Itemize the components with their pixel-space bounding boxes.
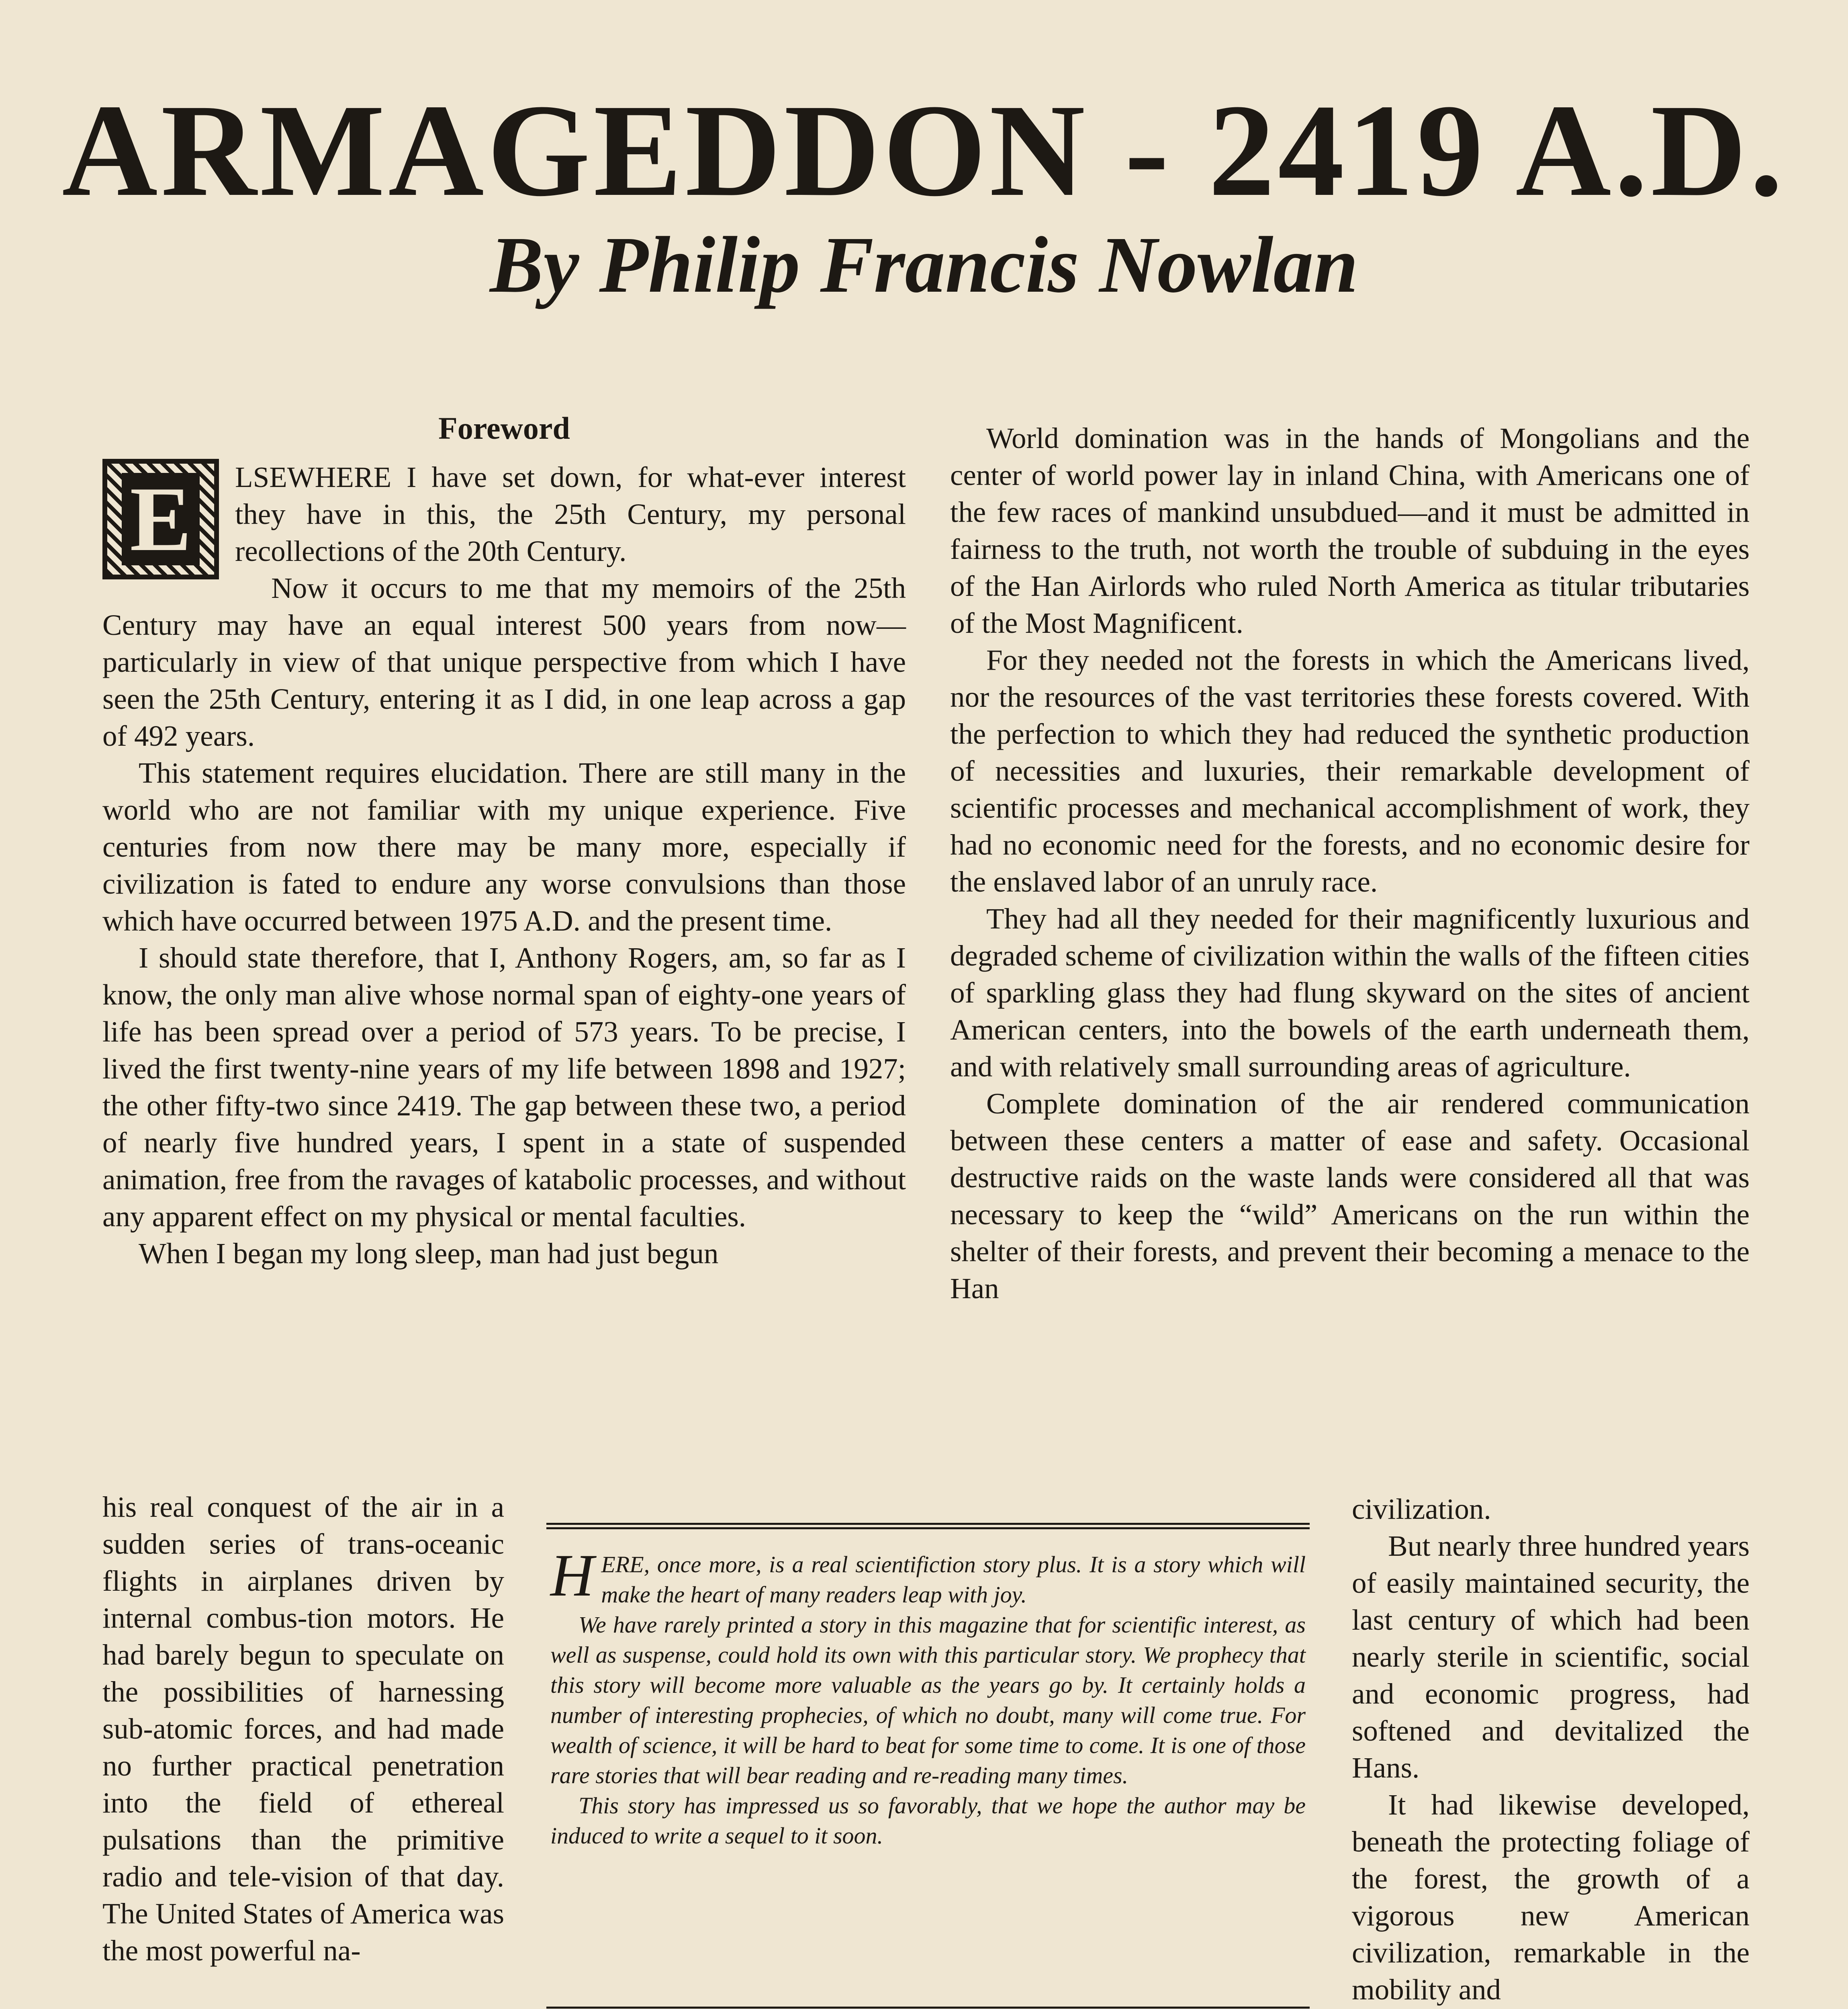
paragraph: civilization.	[1352, 1493, 1491, 1525]
byline: By Philip Francis Nowlan	[490, 221, 1358, 309]
dropcap-ornament	[102, 459, 219, 579]
dropcap-letter: E	[122, 473, 199, 565]
editor-note-paragraph: We have rarely printed a story in this magazine that for scientific interest, as well as suspense, could hold its own with this particular story. We prophecy that this story will become more valuable as the years go by. It certainly holds a number of interesting prophecies, of which no doubt, many will come true. For wealth of science, it will be hard to beat for some time to come. It is one of those rare stories that will bear reading and re-reading many times.	[550, 1612, 1306, 1788]
right-column	[950, 420, 1750, 1307]
paragraph: They had all they needed for their magnificently luxurious and degraded scheme of civilization within the walls of the fifteen cities of sparkling glass they had flung skyward on the sites of ancient American centers, into the bowels of the earth underneath them, and with relatively small surrounding areas of agriculture.	[950, 902, 1750, 1083]
left-column	[102, 410, 906, 1272]
paragraph: I should state therefore, that I, Anthony Rogers, am, so far as I know, the only man alive whose normal span of eighty-one years of life has been spread over a period of 573 years. To be precise, I lived the first twenty-nine years of my life between 1898 and 1927; the other fifty-two since 2419. The gap between these two, a period of nearly five hundred years, I spent in a state of suspended animation, free from the ravages of katabolic processes, and without any apparent effect on my physical or mental faculties.	[102, 941, 906, 1233]
paragraph: World domination was in the hands of Mongolians and the center of world power lay in inland China, with Americans one of the few races of mankind unsubdued—and it must be admitted in fairness to the truth, not worth the trouble of subduing in the eyes of the Han Airlords who ruled North America as titular tributaries of the Most Magnificent.	[950, 422, 1750, 639]
paragraph: But nearly three hundred years of easily maintained security, the last century of which had been nearly sterile in scientific, social and economic progress, had softened and devitalized the Hans.	[1352, 1530, 1750, 1784]
editor-note-box	[546, 1523, 1310, 2009]
paragraph: For they needed not the forests in which the Americans lived, nor the resources of the vast territories these forests covered. With the perfection to which they had reduced the synthetic production of necessities and luxuries, their remarkable development of scientific processes and mechanical accomplishment of work, they had no economic need for the forests, and no economic desire for the enslaved labor of an unruly race.	[950, 644, 1750, 898]
article-title: ARMAGEDDON - 2419 A.D.	[62, 77, 1786, 224]
foreword-heading: Foreword	[438, 411, 570, 446]
paragraph: It had likewise developed, beneath the protecting foliage of the forest, the growth of a vigorous new American civilization, remarkable in the mobility and	[1352, 1788, 1750, 2006]
left-narrow-column	[102, 1489, 504, 1969]
editor-note-initial: H	[550, 1542, 594, 1609]
paragraph: Complete domination of the air rendered communication between these centers a matter of ease and safety. Occasional destructive raids on the waste lands were considered all that was necessary to keep the “wild” Americans on the run within the shelter of their forests, and prevent their becoming a menace to the Han	[950, 1087, 1750, 1305]
paragraph: When I began my long sleep, man had just begun	[139, 1237, 719, 1270]
paragraph: his real conquest of the air in a sudden series of trans-oceanic flights in airplanes driven by internal combus-tion motors. He had barely begun to speculate on the possibilities of harnessing sub-atomic forces, and had made no further practical penetration into the field of ethereal pulsations than the primitive radio and tele-vision of that day. The United States of America was the most powerful na-	[102, 1491, 504, 1967]
paragraph: LSEWHERE I have set down, for what-ever interest they have in this, the 25th Century, my personal recollections of the 20th Century.	[235, 461, 906, 567]
paragraph: This statement requires elucidation. There are still many in the world who are not familiar with my unique experience. Five centuries from now there may be many more, especially if civilization is fated to endure any worse convulsions than those which have occurred between 1975 A.D. and the present time.	[102, 757, 906, 937]
right-narrow-column	[1352, 1491, 1750, 2008]
paragraph: Now it occurs to me that my memoirs of the 25th Century may have an equal interest 500 years from now—particularly in view of that unique perspective from which I have seen the 25th Century, entering it as I did, in one leap across a gap of 492 years.	[102, 572, 906, 752]
editor-note-paragraph: HERE, once more, is a real scientifiction story plus. It is a story which will make the heart of many readers leap with joy.	[550, 1542, 1306, 1609]
editor-note-paragraph: This story has impressed us so favorably, that we hope the author may be induced to write a sequel to it soon.	[550, 1792, 1306, 1849]
